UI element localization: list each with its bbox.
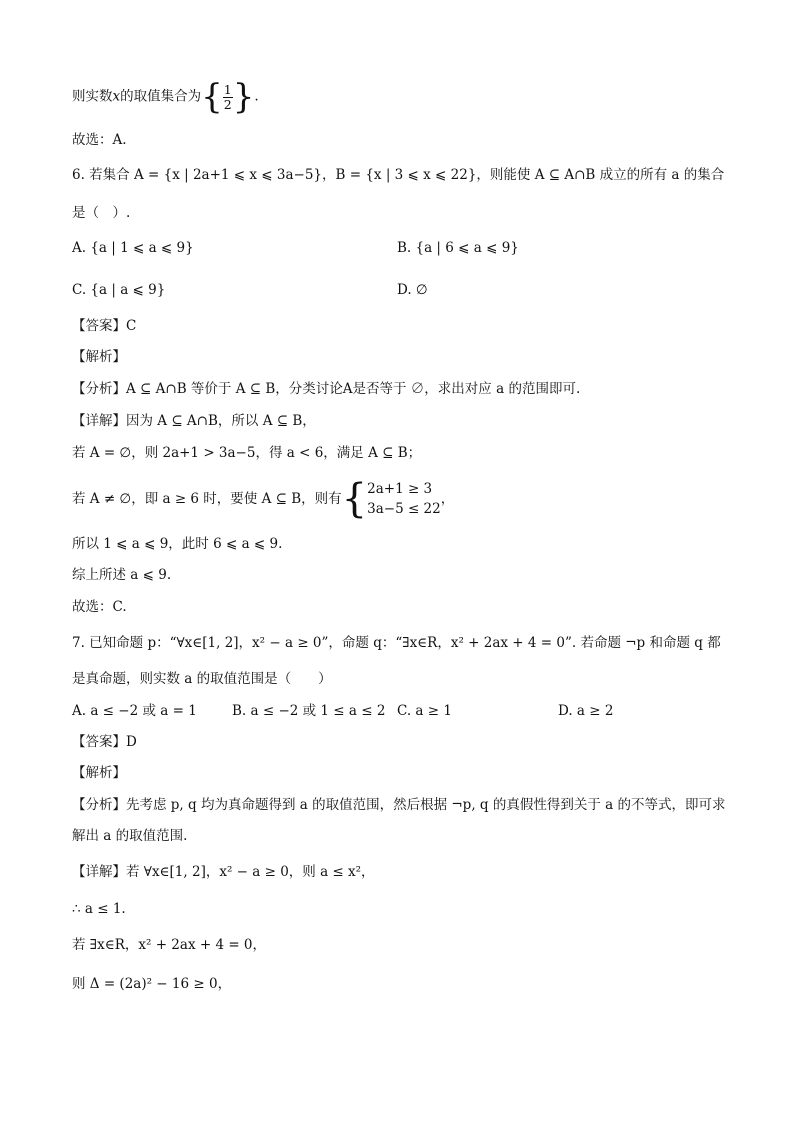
q7-stem: 7. 已知命题 p：“∀x∈[1, 2]，x² − a ≥ 0”，命题 q：“∃x∈R，x² + 2ax + 4 = 0”. 若命题 ¬p 和命题 q 都 <box>72 635 721 651</box>
q6-detail-5: 综上所述 a ⩽ 9. <box>72 567 172 583</box>
q7-detail-1 <box>72 862 375 882</box>
q6-jiexi-label: 【解析】 <box>72 349 126 365</box>
q7-option-d: D. a ≥ 2 <box>558 703 614 719</box>
q7-answer <box>72 732 137 752</box>
intro-end: . <box>254 88 259 105</box>
q7-detail-2: ∴ a ≤ 1. <box>72 901 126 917</box>
system-line-1: 2a+1 ≥ 3 <box>367 481 433 497</box>
detail-label: 【详解】 <box>72 413 126 429</box>
q6-detail-3-end: ， <box>440 491 455 507</box>
q7-detail-3: 若 ∃x∈R，x² + 2ax + 4 = 0， <box>72 937 267 953</box>
q6-detail-4: 所以 1 ⩽ a ⩽ 9，此时 6 ⩽ a ⩽ 9. <box>72 536 283 552</box>
q7-option-c: C. a ≥ 1 <box>397 703 452 719</box>
q6-option-b: B. {a | 6 ⩽ a ⩽ 9} <box>397 240 519 256</box>
answer-label: 【答案】 <box>72 734 126 750</box>
system-line-2: 3a−5 ≤ 22 <box>367 501 441 517</box>
q6-option-d: D. ∅ <box>397 282 428 298</box>
fenxi-label: 【分析】 <box>72 381 126 397</box>
q7-detail-4: 则 Δ = (2a)² − 16 ≥ 0， <box>72 976 232 992</box>
q6-detail-3 <box>72 476 455 523</box>
q7-stem-2: 是真命题，则实数 a 的取值范围是（ ） <box>72 671 332 687</box>
inequality-system <box>367 479 441 519</box>
q6-option-a: A. {a | 1 ⩽ a ⩽ 9} <box>72 240 194 256</box>
fenxi-text: A ⊆ A∩B 等价于 A ⊆ B，分类讨论A是否等于 ∅，求出对应 a 的范围即可. <box>126 381 581 397</box>
fenxi-label: 【分析】 <box>72 797 126 813</box>
intro-prefix: 则实数 <box>72 88 113 105</box>
intro-var: x <box>112 88 121 105</box>
intro-mid: 的取值集合为 <box>120 88 202 105</box>
system-brace: { <box>341 476 368 522</box>
q6-detail-3-text: 若 A ≠ ∅，即 a ≥ 6 时，要使 A ⊆ B，则有 <box>72 491 342 507</box>
q7-option-a: A. a ≤ −2 或 a = 1 <box>72 703 197 719</box>
answer-value: D <box>126 734 137 750</box>
q7-jiexi-label: 【解析】 <box>72 765 126 781</box>
q6-stem: 6. 若集合 A = {x | 2a+1 ⩽ x ⩽ 3a−5}，B = {x | 3 ⩽ x ⩽ 22}，则能使 A ⊆ A∩B 成立的所有 a 的集合 <box>72 167 725 183</box>
fraction <box>223 83 233 112</box>
q7-fenxi-2: 解出 a 的取值范围. <box>72 828 188 844</box>
right-brace: } <box>232 77 255 117</box>
q6-stem-2: 是（ ）. <box>72 205 131 221</box>
q6-detail-2: 若 A = ∅，则 2a+1 > 3a−5，得 a < 6，满足 A ⊆ B； <box>72 445 422 461</box>
answer-value: C <box>126 318 137 334</box>
q7-option-b: B. a ≤ −2 或 1 ≤ a ≤ 2 <box>232 703 386 719</box>
detail-text: 因为 A ⊆ A∩B，所以 A ⊆ B， <box>126 413 316 429</box>
answer-choice-1: 故选：A. <box>72 132 127 148</box>
q6-choose: 故选：C. <box>72 599 127 615</box>
answer-label: 【答案】 <box>72 318 126 334</box>
intro-line <box>72 77 259 117</box>
q6-option-c: C. {a | a ⩽ 9} <box>72 282 166 298</box>
fraction-numerator: 1 <box>223 81 232 97</box>
q7-fenxi <box>72 795 725 815</box>
fraction-denominator: 2 <box>223 96 232 112</box>
q6-fenxi <box>72 379 580 399</box>
detail-text: 若 ∀x∈[1, 2]，x² − a ≥ 0，则 a ≤ x²， <box>126 864 375 880</box>
q6-detail-1 <box>72 411 316 431</box>
left-brace: { <box>201 77 223 117</box>
fenxi-text: 先考虑 p, q 均为真命题得到 a 的取值范围，然后根据 ¬p, q 的真假性得到关于 a 的不等式，即可求 <box>126 797 726 813</box>
q6-answer <box>72 316 136 336</box>
detail-label: 【详解】 <box>72 864 126 880</box>
